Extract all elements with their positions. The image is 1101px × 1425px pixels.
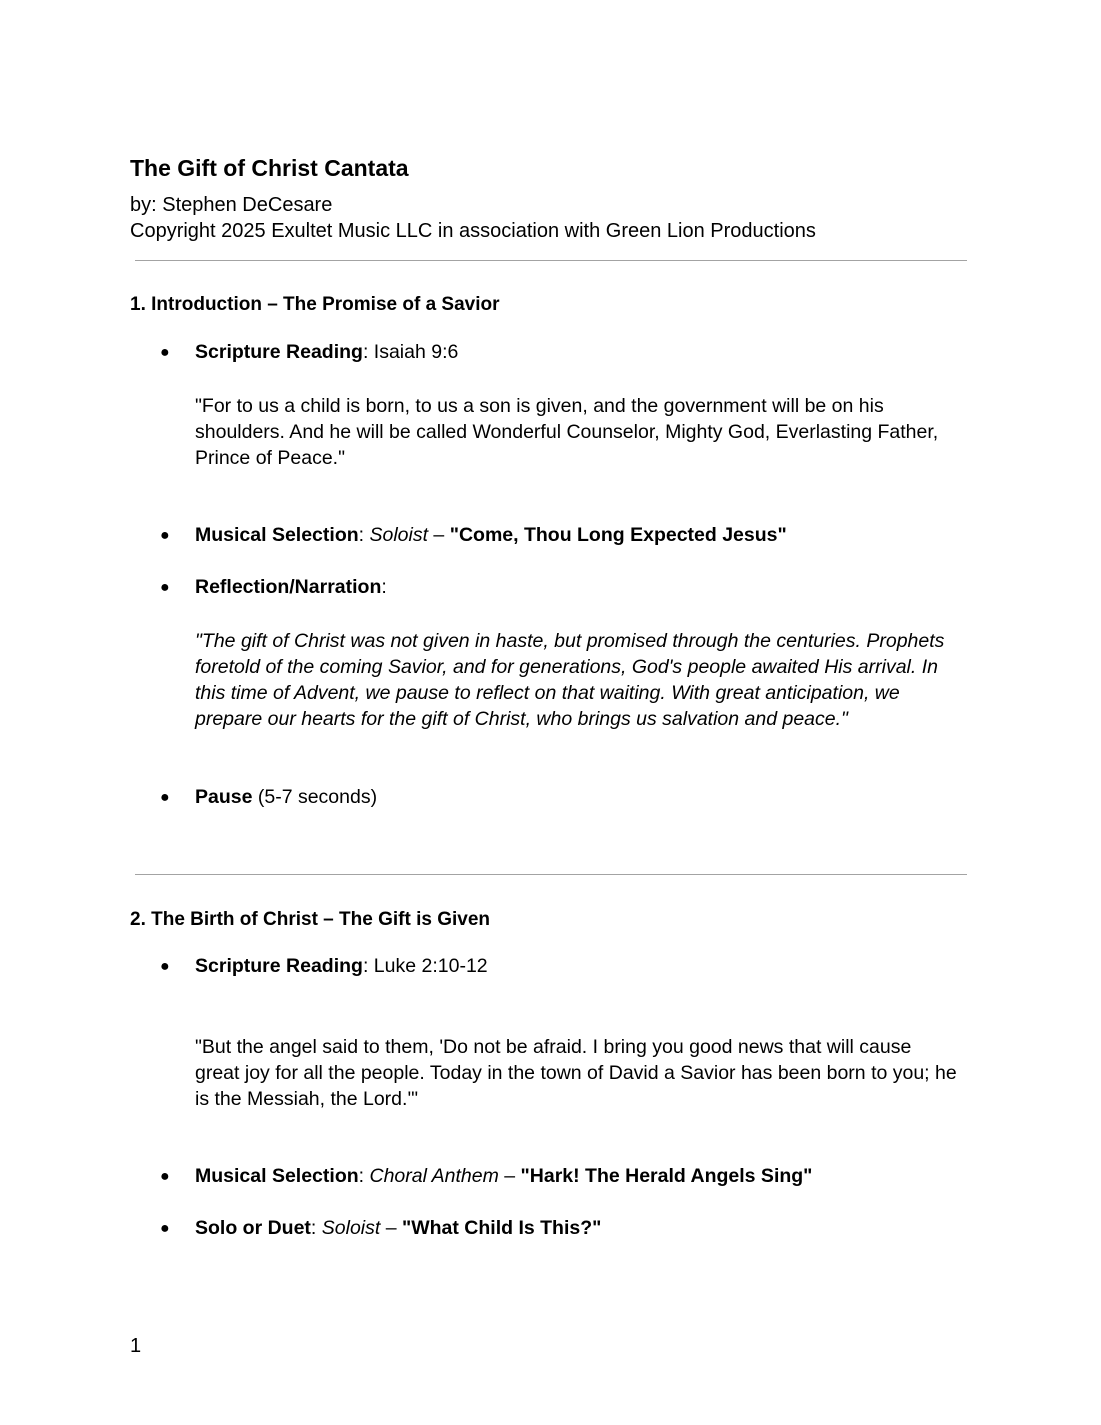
label-colon: : [362,341,369,363]
quote-line: this time of Advent, we pause to reflect on that waiting. With great anticipation, we [195,682,900,704]
scripture-quote [195,393,985,471]
byline: by: Stephen DeCesare [130,194,333,216]
bullet-icon: ● [160,579,170,596]
section-heading: 1. Introduction – The Promise of a Savior [130,294,500,315]
list-item-scripture-reading [160,955,488,978]
performer: Soloist [321,1217,381,1239]
scripture-label: Scripture Reading [195,955,363,977]
scripture-reference: Luke 2:10-12 [368,955,488,977]
bullet-icon: ● [160,1220,170,1237]
section-heading: 2. The Birth of Christ – The Gift is Given [130,909,490,930]
scripture-label: Scripture Reading [195,341,363,363]
quote-line: shoulders. And he will be called Wonderful Counselor, Mighty God, Everlasting Father, [195,421,939,443]
piece-title: "What Child Is This?" [401,1217,602,1239]
list-item-solo-or-duet [160,1217,601,1240]
pause-label: Pause [195,786,253,808]
solo-label: Solo or Duet [195,1217,311,1239]
reflection-label: Reflection/Narration [195,576,382,598]
quote-line: prepare our hearts for the gift of Christ, who brings us salvation and peace." [195,708,848,730]
quote-line: Prince of Peace." [195,447,346,469]
quote-line: foretold of the coming Savior, and for generations, God's people awaited His arrival. In [195,656,938,678]
label-colon: : [362,955,369,977]
scripture-quote [195,1034,985,1112]
quote-line: great joy for all the people. Today in the town of David a Savior has been born to you; he [195,1062,957,1084]
quote-line: "The gift of Christ was not given in haste, but promised through the centuries. Prophets [195,630,945,652]
dash: – [498,1165,521,1187]
label-colon: : [358,1165,370,1187]
dash: – [428,524,450,546]
list-item-musical-selection [160,1165,812,1188]
horizontal-rule [135,874,967,875]
label-colon: : [310,1217,322,1239]
list-item-musical-selection [160,524,787,547]
quote-line: is the Messiah, the Lord.'" [195,1088,419,1110]
quote-line: "For to us a child is born, to us a son is given, and the government will be on his [195,395,884,417]
list-item-scripture-reading [160,341,458,364]
musical-selection-label: Musical Selection [195,524,359,546]
list-item-reflection [160,576,387,599]
bullet-icon: ● [160,1168,170,1185]
copyright-notice: Copyright 2025 Exultet Music LLC in association with Green Lion Productions [130,220,816,242]
label-colon: : [381,576,387,598]
bullet-icon: ● [160,527,170,544]
bullet-icon: ● [160,344,170,361]
quote-line: "But the angel said to them, 'Do not be afraid. I bring you good news that will cause [195,1036,912,1058]
document-title: The Gift of Christ Cantata [130,155,409,181]
dash: – [380,1217,402,1239]
musical-selection-label: Musical Selection [195,1165,359,1187]
bullet-icon: ● [160,789,170,806]
piece-title: "Hark! The Herald Angels Sing" [520,1165,813,1187]
page-number: 1 [130,1335,142,1357]
label-colon: : [358,524,370,546]
scripture-reference: Isaiah 9:6 [368,341,459,363]
pause-detail: (5-7 seconds) [252,786,378,808]
performer: Soloist [369,524,429,546]
list-item-pause [160,786,377,809]
performer: Choral Anthem [369,1165,499,1187]
bullet-icon: ● [160,958,170,975]
reflection-quote [195,628,985,732]
horizontal-rule [135,260,967,261]
piece-title: "Come, Thou Long Expected Jesus" [449,524,787,546]
